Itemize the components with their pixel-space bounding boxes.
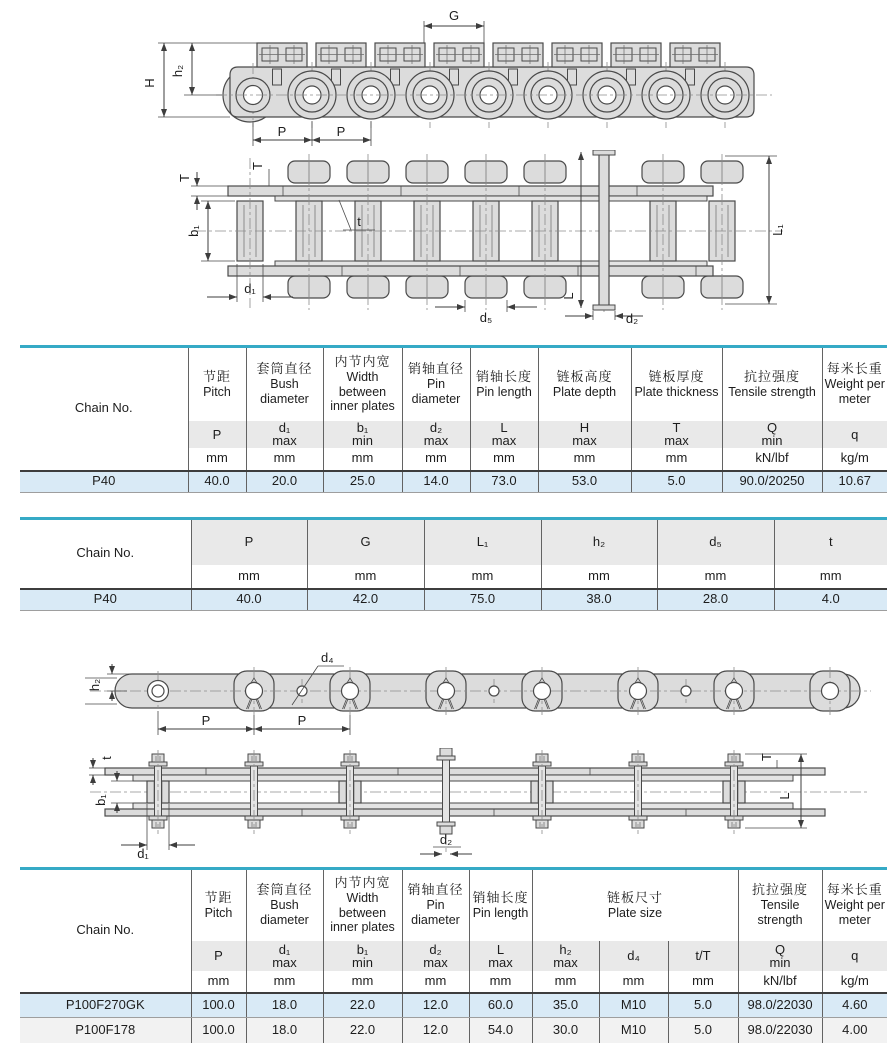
t3-data-row-p100f270gk [20, 993, 887, 1018]
t3-value: M10 [599, 993, 668, 1018]
t2-value: 42.0 [307, 589, 424, 611]
t1-sym-q: q [822, 421, 887, 448]
t3-unit: mm [469, 971, 532, 993]
t1-unit: mm [470, 448, 538, 471]
t1-header-row [20, 347, 887, 421]
t1-col-pin-diameter: 销轴直径 Pin diameter [402, 347, 470, 421]
table-p40-attachment-dimensions [20, 517, 887, 611]
t3-unit: mm [532, 971, 599, 993]
table-p40-dimensions [20, 345, 887, 493]
t2-unit: mm [657, 565, 774, 589]
t2-unit: mm [191, 565, 307, 589]
t3-value: M10 [599, 1018, 668, 1043]
t1-col-plate-depth: 链板高度 Plate depth [538, 347, 631, 421]
t3-value: 18.0 [246, 993, 323, 1018]
outer-plate-top [228, 186, 713, 196]
dim-label-t-inner: T [250, 162, 265, 170]
t2-value: 38.0 [541, 589, 657, 611]
dim-label-h: H [142, 78, 157, 88]
t2-data-row-p40 [20, 589, 887, 611]
t1-sym-h: H max [538, 421, 631, 448]
t3-value: 18.0 [246, 1018, 323, 1043]
t2-header-row [20, 519, 887, 565]
inner-plate-top [275, 196, 707, 201]
dim-label-d5: d₅ [479, 310, 493, 325]
t1-sym-t: T max [631, 421, 722, 448]
t3-sym-q-min: Q min [738, 941, 822, 971]
t2-sym-t: t [774, 519, 887, 565]
t3-value: 35.0 [532, 993, 599, 1018]
drawing-plan-view-p100f [85, 748, 885, 862]
t1-chain-no-value: P40 [20, 471, 188, 493]
t3-unit: mm [402, 971, 469, 993]
dim-label-p1: P [201, 713, 211, 728]
t1-sym-l: L max [470, 421, 538, 448]
outer-plate-bottom [228, 266, 713, 276]
outer-plate-top [105, 768, 825, 775]
t2-sym-l1: L₁ [424, 519, 541, 565]
t2-chain-no-value: P40 [20, 589, 191, 611]
t1-sym-d2: d₂ max [402, 421, 470, 448]
t1-unit: mm [323, 448, 402, 471]
t1-unit: mm [538, 448, 631, 471]
t2-value: 40.0 [191, 589, 307, 611]
t3-header-row [20, 869, 887, 941]
t1-value: 40.0 [188, 471, 246, 493]
t3-value: 12.0 [402, 993, 469, 1018]
t1-unit: mm [246, 448, 323, 471]
t2-unit: mm [774, 565, 887, 589]
t3-sym-b1: b₁ min [323, 941, 402, 971]
t1-value: 90.0/20250 [722, 471, 822, 493]
t1-chain-no-header: Chain No. [74, 400, 133, 416]
dim-label-b1: b₁ [93, 794, 108, 806]
t2-sym-h2: h₂ [541, 519, 657, 565]
t3-col-plate-size: 链板尺寸 Plate size [532, 869, 738, 941]
dim-label-l: L [777, 792, 792, 800]
t3-unit: mm [246, 971, 323, 993]
t3-col-pin-length: 销轴长度 Pin length [469, 869, 532, 941]
t1-sym-d1: d₁ max [246, 421, 323, 448]
t1-value: 10.67 [822, 471, 887, 493]
t3-sym-h2: h₂ max [532, 941, 599, 971]
drawing-side-view-p40 [138, 5, 778, 150]
t3-value: 22.0 [323, 993, 402, 1018]
t3-value: 5.0 [668, 993, 738, 1018]
dim-label-t: t [99, 756, 114, 760]
t1-value: 25.0 [323, 471, 402, 493]
t3-chain-no-value: P100F178 [20, 1018, 191, 1043]
t3-value: 54.0 [469, 1018, 532, 1043]
t3-sym-d1: d₁ max [246, 941, 323, 971]
t3-unit: mm [191, 971, 246, 993]
t3-value: 30.0 [532, 1018, 599, 1043]
t3-unit: kN/lbf [738, 971, 822, 993]
t3-sym-tt: t/T [668, 941, 738, 971]
t3-sym-l: L max [469, 941, 532, 971]
t2-unit: mm [541, 565, 657, 589]
t3-value: 98.0/22030 [738, 1018, 822, 1043]
outer-plate-bottom [105, 809, 825, 816]
dim-label-l1: L₁ [770, 224, 785, 236]
t3-chain-no-value: P100F270GK [20, 993, 191, 1018]
t3-col-tensile-strength: 抗拉强度 Tensile strength [738, 869, 822, 941]
t3-sym-q: q [822, 941, 887, 971]
t1-sym-q-min: Q min [722, 421, 822, 448]
dim-label-h2: h₂ [170, 64, 185, 78]
dim-label-g: G [448, 8, 460, 23]
dim-label-h2: h₂ [87, 678, 102, 692]
t2-chain-no-header: Chain No. [20, 519, 191, 589]
dim-label-t-outer: T [177, 174, 192, 182]
t3-col-pin-diameter: 销轴直径 Pin diameter [402, 869, 469, 941]
t3-value: 5.0 [668, 1018, 738, 1043]
t3-value: 22.0 [323, 1018, 402, 1043]
t3-unit: mm [599, 971, 668, 993]
t1-value: 20.0 [246, 471, 323, 493]
table-p100f-dimensions [20, 867, 887, 1043]
t3-sym-p: P [191, 941, 246, 971]
t1-data-row-p40 [20, 471, 887, 493]
dim-label-b1: b₁ [186, 225, 201, 237]
inner-plate-bottom [275, 261, 707, 266]
dim-label-d4: d₄ [321, 650, 334, 665]
t1-sym-p: P [188, 421, 246, 448]
long-pin [443, 760, 450, 822]
t3-unit: mm [668, 971, 738, 993]
t1-value: 5.0 [631, 471, 722, 493]
t1-unit: mm [402, 448, 470, 471]
t2-unit: mm [307, 565, 424, 589]
t1-col-pitch: 节距 Pitch [188, 347, 246, 421]
dim-label-d2: d₂ [439, 832, 453, 847]
t1-col-pin-length: 销轴长度 Pin length [470, 347, 538, 421]
t3-value: 12.0 [402, 1018, 469, 1043]
t3-col-weight: 每米长重 Weight per meter [822, 869, 887, 941]
t2-sym-d5: d₅ [657, 519, 774, 565]
inner-plate-top [133, 775, 793, 781]
t2-sym-g: G [307, 519, 424, 565]
t3-sym-d4: d₄ [599, 941, 668, 971]
dim-label-l: L [561, 292, 576, 300]
t3-value: 100.0 [191, 993, 246, 1018]
dim-label-p2: P [297, 713, 307, 728]
dim-label-d2: d₂ [625, 311, 639, 325]
t3-sym-d2: d₂ max [402, 941, 469, 971]
t1-value: 73.0 [470, 471, 538, 493]
t1-col-bush-diameter: 套筒直径 Bush diameter [246, 347, 323, 421]
dim-label-p2: P [336, 124, 346, 139]
t1-unit: kg/m [822, 448, 887, 471]
t2-unit: mm [424, 565, 541, 589]
t3-value: 60.0 [469, 993, 532, 1018]
t1-unit: kN/lbf [722, 448, 822, 471]
t1-col-inner-width: 内节内宽 Width between inner plates [323, 347, 402, 421]
drawing-side-view-p100f [85, 645, 875, 745]
t3-col-inner-width: 内节内宽 Width between inner plates [323, 869, 402, 941]
t3-col-bush-diameter: 套筒直径 Bush diameter [246, 869, 323, 941]
t1-value: 53.0 [538, 471, 631, 493]
t1-unit: mm [188, 448, 246, 471]
dim-label-d1: d₁ [244, 281, 256, 296]
t2-value: 28.0 [657, 589, 774, 611]
inner-plate-bottom [133, 803, 793, 809]
dim-label-p1: P [277, 124, 287, 139]
t2-value: 4.0 [774, 589, 887, 611]
t3-unit: kg/m [822, 971, 887, 993]
t1-col-plate-thickness: 链板厚度 Plate thickness [631, 347, 722, 421]
t3-data-row-p100f178 [20, 1018, 887, 1043]
long-pin [599, 154, 609, 306]
dim-label-d1: d₁ [137, 846, 149, 861]
t1-col-tensile-strength: 抗拉强度 Tensile strength [722, 347, 822, 421]
t3-unit: mm [323, 971, 402, 993]
t1-sym-b1: b₁ min [323, 421, 402, 448]
t3-value: 4.00 [822, 1018, 887, 1043]
t2-value: 75.0 [424, 589, 541, 611]
dim-label-t: t [357, 214, 361, 229]
t3-value: 4.60 [822, 993, 887, 1018]
t2-sym-p: P [191, 519, 307, 565]
t3-chain-no-header: Chain No. [76, 922, 135, 938]
t3-value: 100.0 [191, 1018, 246, 1043]
dim-label-t-cap: T [759, 753, 774, 761]
t1-value: 14.0 [402, 471, 470, 493]
t3-value: 98.0/22030 [738, 993, 822, 1018]
drawing-plan-view-p40 [135, 150, 795, 325]
t1-unit: mm [631, 448, 722, 471]
t1-col-weight: 每米长重 Weight per meter [822, 347, 887, 421]
t3-col-pitch: 节距 Pitch [191, 869, 246, 941]
